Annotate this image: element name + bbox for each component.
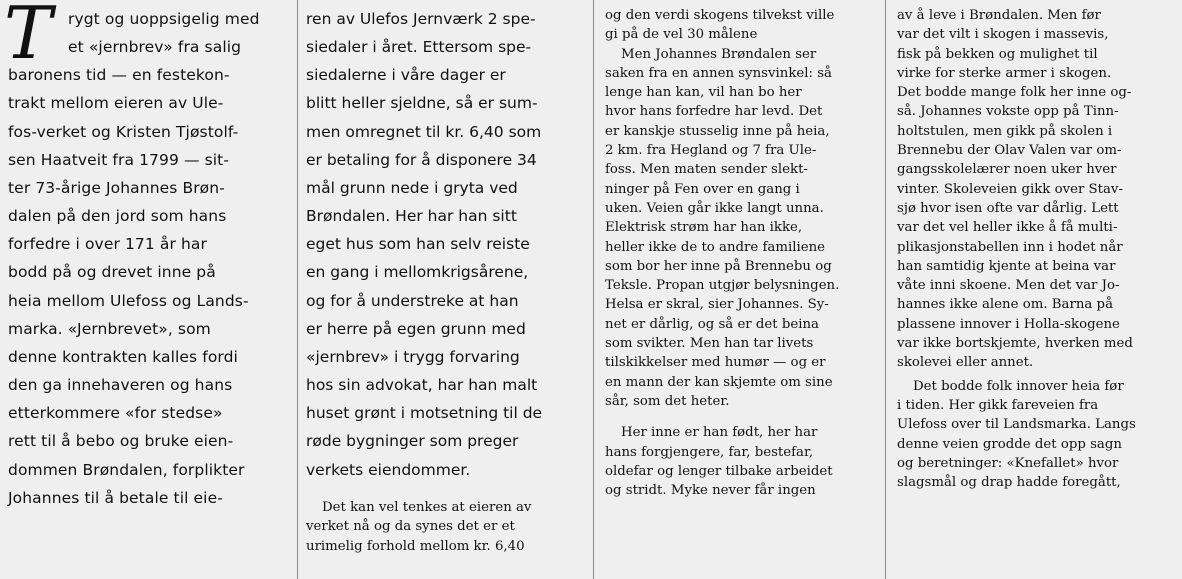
text-line: Teksle. Propan utgjør belysningen. (605, 278, 840, 294)
text-line: oldefar og lenger tilbake arbeidet (605, 463, 833, 479)
text-line: holtstulen, men gikk på skolen i (897, 123, 1113, 139)
text-line: så. Johannes vokste opp på Tinn- (897, 104, 1119, 120)
text-line: siedalerne i våre dager er (306, 66, 506, 85)
text-line: siedaler i året. Ettersom spe- (306, 38, 532, 57)
text-line: han samtidig kjente at beina var (897, 258, 1116, 274)
text-line: i tiden. Her gikk fareveien fra (897, 397, 1099, 413)
text-line: virke for sterke armer i skogen. (897, 65, 1112, 81)
text-line: som svikter. Men han tar livets (605, 336, 814, 352)
text-line: ren av Ulefos Jernværk 2 spe- (306, 10, 536, 28)
text-line: Brennebu der Olav Valen var om- (897, 143, 1122, 159)
text-line: røde bygninger som preger (306, 432, 519, 451)
text-line: dommen Brøndalen, forplikter (8, 460, 245, 479)
text-line: lenge han kan, vil han bo her (605, 85, 802, 101)
text-line: verket nå og da synes det er et (306, 519, 515, 535)
text-line: sen Haatveit fra 1799 — sit- (8, 150, 230, 169)
text-line: sjø hvor isen ofte var dårlig. Lett (897, 200, 1119, 216)
text-line: plassene innover i Holla-skogene (897, 316, 1120, 332)
text-line: våte inni skoene. Men det var Jo- (897, 278, 1120, 294)
text-line: den ga innehaveren og hans (8, 376, 233, 395)
text-line: hannes ikke alene om. Barna på (897, 297, 1113, 313)
text-line: 2 km. fra Hegland og 7 fra Ule- (605, 143, 817, 159)
text-line: dalen på den jord som hans (8, 207, 227, 226)
text-line: net er dårlig, og så er det beina (605, 316, 819, 332)
text-line: hvor hans forfedre har levd. Det (605, 104, 823, 120)
column-rule (885, 0, 886, 579)
text-line: tilskikkelser med humør — og er (605, 355, 826, 371)
text-line: fisk på bekken og mulighet til (897, 46, 1098, 62)
text-line: denne veien grodde det opp sagn (897, 436, 1122, 452)
text-line: rett til å bebo og bruke eien- (8, 432, 234, 451)
text-line: ninger på Fen over en gang i (605, 181, 800, 197)
text-line: Johannes til å betale til eie- (8, 488, 223, 507)
drop-cap: T (4, 0, 53, 75)
text-line: av å leve i Brøndalen. Men før (897, 8, 1101, 23)
text-line: og beretninger: «Knefallet» hvor (897, 455, 1119, 471)
text-line: etterkommere «for stedse» (8, 404, 223, 423)
text-line: gangsskolelærer noen uker hver (897, 162, 1117, 178)
text-line: urimelig forhold mellom kr. 6,40 (306, 538, 525, 554)
text-line: gi på de vel 30 målene (605, 27, 758, 43)
text-line: og stridt. Myke never får ingen (605, 483, 816, 499)
article-column-2 (306, 5, 586, 556)
article-column-1 (4, 0, 292, 512)
text-line: heller ikke de to andre familiene (605, 239, 826, 255)
text-line: Ulefoss over til Landsmarka. Langs (897, 417, 1136, 433)
text-line: rygt og uoppsigelig med (68, 10, 260, 28)
text-line: sår, som det heter. (605, 393, 730, 409)
text-line: Det kan vel tenkes at eieren av (322, 499, 532, 515)
text-line: var det vel heller ikke å få multi- (897, 220, 1118, 236)
text-line: uken. Veien går ikke langt unna. (605, 200, 824, 216)
text-line: bodd på og drevet inne på (8, 263, 216, 282)
text-line: hos sin advokat, har han malt (306, 376, 538, 395)
text-line: Her inne er han født, her har (621, 425, 818, 441)
text-line: marka. «Jernbrevet», som (8, 319, 211, 338)
text-line: foss. Men maten sender slekt- (605, 162, 808, 178)
text-line: Helsa er skral, sier Johannes. Sy- (605, 297, 829, 313)
text-line: Men Johannes Brøndalen ser (621, 46, 817, 62)
text-line: er betaling for å disponere 34 (306, 150, 537, 169)
text-line: slagsmål og drap hadde foregått, (897, 475, 1121, 491)
column-rule (297, 0, 298, 579)
text-line: trakt mellom eieren av Ule- (8, 94, 224, 113)
text-line: og den verdi skogens tilvekst ville (605, 8, 835, 23)
text-line: heia mellom Ulefoss og Lands- (8, 291, 249, 310)
article-column-4 (897, 6, 1175, 492)
text-line: «jernbrev» i trygg forvaring (306, 347, 520, 366)
text-line: plikasjonstabellen inn i hodet når (897, 239, 1123, 255)
text-line: et «jernbrev» fra salig (68, 38, 242, 57)
article-column-3 (605, 6, 873, 500)
text-line: skolevei eller annet. (897, 355, 1034, 371)
text-line: vinter. Skoleveien gikk over Stav- (897, 181, 1123, 197)
text-line: er herre på egen grunn med (306, 319, 526, 338)
text-line: var ikke bortskjemte, hverken med (897, 336, 1133, 352)
text-line: men omregnet til kr. 6,40 som (306, 122, 542, 141)
text-line: forfedre i over 171 år har (8, 235, 207, 254)
text-line: ter 73-årige Johannes Brøn- (8, 178, 225, 197)
text-line: Elektrisk strøm har han ikke, (605, 220, 803, 236)
text-line: var det vilt i skogen i massevis, (897, 27, 1109, 43)
text-line: verkets eiendommer. (306, 460, 471, 479)
text-line: Det bodde mange folk her inne og- (897, 85, 1132, 101)
text-line: mål grunn nede i gryta ved (306, 178, 518, 197)
column-rule (593, 0, 594, 579)
text-line: og for å understreke at han (306, 291, 519, 310)
text-line: huset grønt i motsetning til de (306, 404, 543, 423)
text-line: Det bodde folk innover heia før (913, 378, 1124, 394)
text-line: denne kontrakten kalles fordi (8, 347, 238, 366)
text-line: hans forgjengere, far, bestefar, (605, 444, 814, 460)
text-line: som bor her inne på Brennebu og (605, 258, 832, 274)
text-line: saken fra en annen synsvinkel: så (605, 65, 832, 81)
text-line: fos-verket og Kristen Tjøstolf- (8, 122, 239, 141)
text-line: eget hus som han selv reiste (306, 235, 530, 254)
text-line: blitt heller sjeldne, så er sum- (306, 94, 538, 113)
text-line: er kanskje stusselig inne på heia, (605, 123, 830, 139)
text-line: Brøndalen. Her har han sitt (306, 207, 517, 226)
text-line: en mann der kan skjemte om sine (605, 374, 833, 390)
text-line: en gang i mellomkrigsårene, (306, 263, 529, 282)
text-line: baronens tid — en festekon- (8, 66, 230, 85)
